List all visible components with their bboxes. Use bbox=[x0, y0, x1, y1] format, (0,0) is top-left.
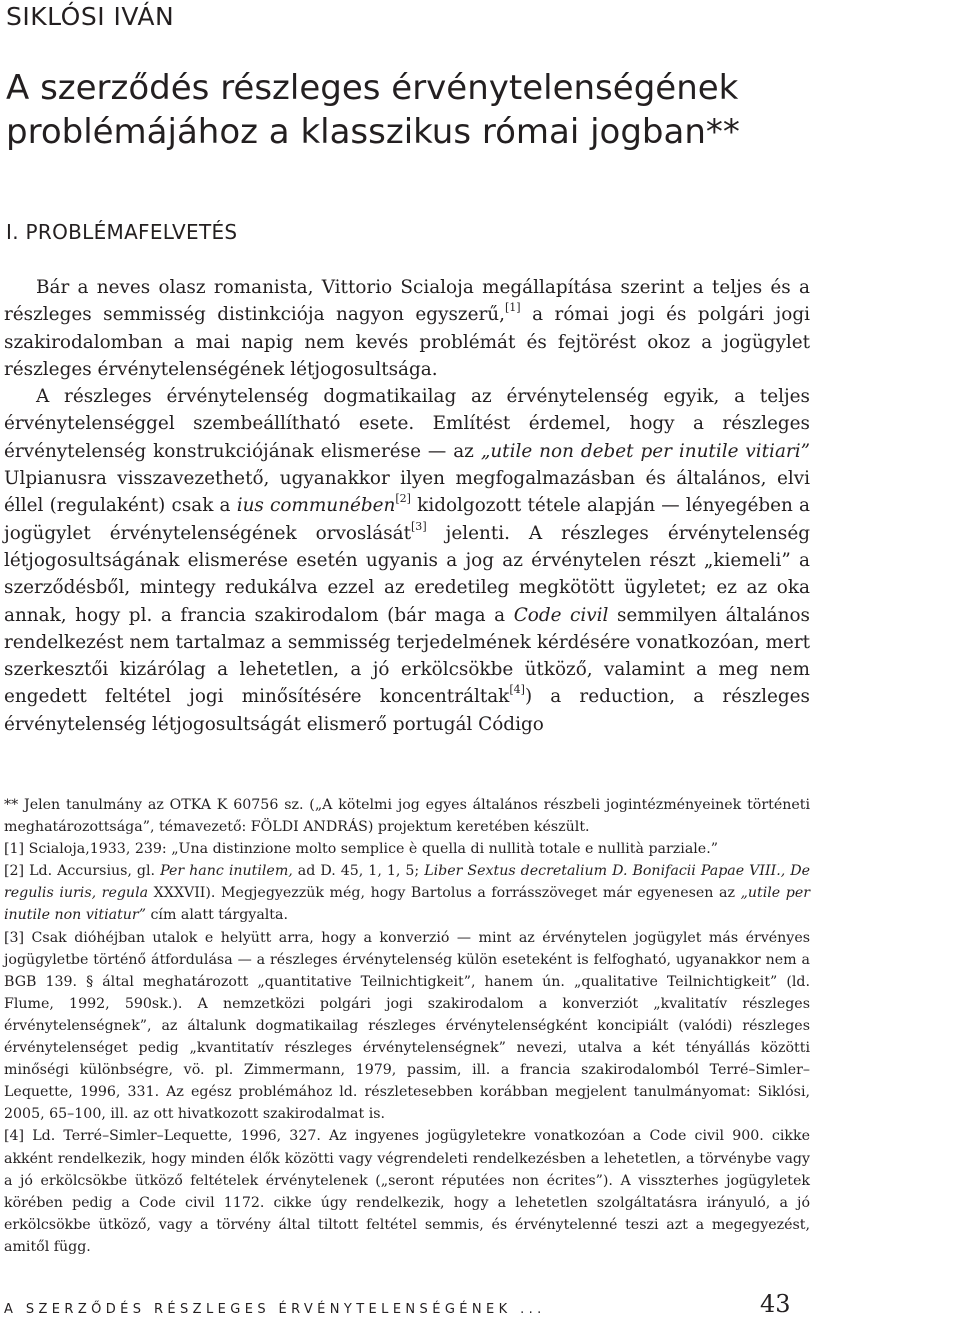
footnote-1: [1] Scialoja,1933, 239: „Una distinzione molto semplice è quella di nullità totale e nullità parziale.” bbox=[4, 841, 718, 858]
code-civil-title: Code civil bbox=[513, 604, 609, 626]
paragraph-1 bbox=[4, 274, 810, 383]
latin-phrase: ius communében bbox=[236, 495, 396, 517]
body-text bbox=[4, 274, 810, 738]
footnote-ref-4[interactable]: [4] bbox=[509, 683, 525, 697]
article-title: A szerződés részleges érvénytelenségének problémájához a klasszikus római jogban** bbox=[6, 68, 740, 152]
paragraph-text: semmilyen általános rendelkezést nem tartalmaz a semmisség terjedelmének kérdésére vonatkozóan, mert szerkesztői kizárólag a lehetetlen, a jó erkölcsökbe ütköző, valamint a meg nem engedett feltétel jogi minősítésére koncentráltak bbox=[4, 604, 810, 708]
author-name: SIKLÓSI IVÁN bbox=[6, 2, 175, 31]
footnote-4: [4] Ld. Terré–Simler–Lequette, 1996, 327. Az ingyenes jogügyletekre vonatkozóan a Code civil 900. cikke akként rendelkezik, hogy minden élők közötti vagy végrendeleti rendelkezésben a lehetetlen, a törvénybe vagy a jó erkölcsökbe ütköző feltételek érvénytelenek („seront réputées non écrites”). A visszterhes jogügyletek körében pedig a Code civil 1172. cikke úgy rendelkezik, hogy a lehetetlen szolgáltatásra irányuló, a jó erkölcsökbe ütköző, vagy a törvény által tiltott feltétel semmis, és érvénytelenné teszi azt a megegyezést, amitől függ. bbox=[4, 1128, 810, 1255]
footnote-2 bbox=[4, 860, 810, 926]
paragraph-text: kidolgozott tétele alapján — lényegében a jogügylet érvénytelenségének orvoslását bbox=[4, 495, 811, 544]
paragraph-text: Ulpianusra visszavezethető, ugyanakkor ilyen megfogalmazásban és általános, elvi éllel (regulaként) csak a bbox=[4, 468, 810, 517]
footnote-ref-2[interactable]: [2] bbox=[395, 492, 411, 506]
footnote-text: ad D. 45, 1, 1, 5; bbox=[292, 863, 425, 880]
running-footer: A SZERZŐDÉS RÉSZLEGES ÉRVÉNYTELENSÉGÉNEK ... bbox=[4, 1302, 546, 1317]
paragraph-text: A részleges érvénytelenség dogmatikailag az érvénytelenség egyik, a teljes érvénytelenséggel szembeállítható esete. Említést érdemel, hogy a részleges érvénytelenség konstrukciójának elismerése — az bbox=[4, 386, 810, 462]
footnote-ref-3[interactable]: [3] bbox=[411, 519, 427, 533]
paragraph-text: jelenti. A részleges érvénytelenség létjogosultságának elismerése esetén ugyanis a jog az érvénytelen részt „kiemeli” a szerződésből, mintegy redukálva ezzel az eredetileg megkötött ügyletet; ez az oka annak, hogy pl. a francia szakirodalom (bár maga a bbox=[4, 522, 810, 626]
footnote-star: ** Jelen tanulmány az OTKA K 60756 sz. („A kötelmi jog egyes általános részbeli jogintézményeinek történeti meghatározottsága”, témavezető: FÖLDI ANDRÁS) projektum keretében készült. bbox=[4, 797, 810, 836]
paragraph-2 bbox=[4, 383, 810, 738]
footnote-text: [2] Ld. Accursius, gl. bbox=[4, 863, 161, 880]
footnote-italic: „utile per inutile non vitiatur” bbox=[4, 885, 811, 924]
paragraph-text: Bár a neves olasz romanista, Vittorio Scialoja megállapítása szerint a teljes és a részleges semmisség distinkciója nagyon egyszerű, bbox=[4, 277, 810, 326]
paragraph-text: a római jogi és polgári jogi szakirodalomban a mai napig nem kevés problémát és fejtörést okoz a jogügylet részleges érvénytelenségének létjogosultsága. bbox=[4, 304, 810, 380]
footnote-italic: Per hanc inutilem, bbox=[160, 863, 293, 880]
latin-phrase: „utile non debet per inutile vitiari” bbox=[480, 440, 810, 462]
section-heading: I. PROBLÉMAFELVETÉS bbox=[6, 220, 238, 244]
footnote-text: cím alatt tárgyalta. bbox=[145, 907, 288, 924]
footnote-ref-1[interactable]: [1] bbox=[504, 301, 521, 315]
paragraph-text: ) a reduction, a részleges érvénytelenség létjogosultságát elismerő portugál Código bbox=[4, 686, 810, 735]
footnote-italic: Liber Sextus decretalium D. Bonifacii Papae VIII., De regulis iuris, regula bbox=[4, 863, 810, 902]
footnote-text: XXXVII). Megjegyezzük még, hogy Bartolus a forrásszöveget már egyenesen az bbox=[148, 885, 741, 902]
footnote-3: [3] Csak dióhéjban utalok e helyütt arra, hogy a konverzió — mint az érvénytelen jogügylet más érvényes jogügyletbe történő átfordulása — a részleges érvénytelenség külön eseteként is felfogható, ugyanakkor nem a BGB 139. § által meghatározott „quantitative Teilnichtigkeit”, hanem ún. „qualitative Teilnichtigkeit” (ld. Flume, 1992, 590sk.). A nemzetközi polgári jogi szakirodalom a konverziót „kvalitatív részleges érvénytelenségnek”, az általunk dogmatikailag részleges érvénytelenségként koncipiált (valódi) részleges érvénytelenséget pedig „kvantitatív részleges érvénytelenségnek” nevezi, utalva a két tényállás közötti minőségi különbségre, vö. pl. Zimmermann, 1979, passim, ill. a francia szakirodalomból Terré–Simler–Lequette, 1996, 331. Az egész problémához ld. részletesebben korábban megjelent tanulmányomat: Siklósi, 2005, 65–100, ill. az ott hivatkozott szakirodalmat is. bbox=[4, 929, 810, 1123]
page-number: 43 bbox=[760, 1290, 791, 1318]
footnotes bbox=[4, 794, 810, 1258]
